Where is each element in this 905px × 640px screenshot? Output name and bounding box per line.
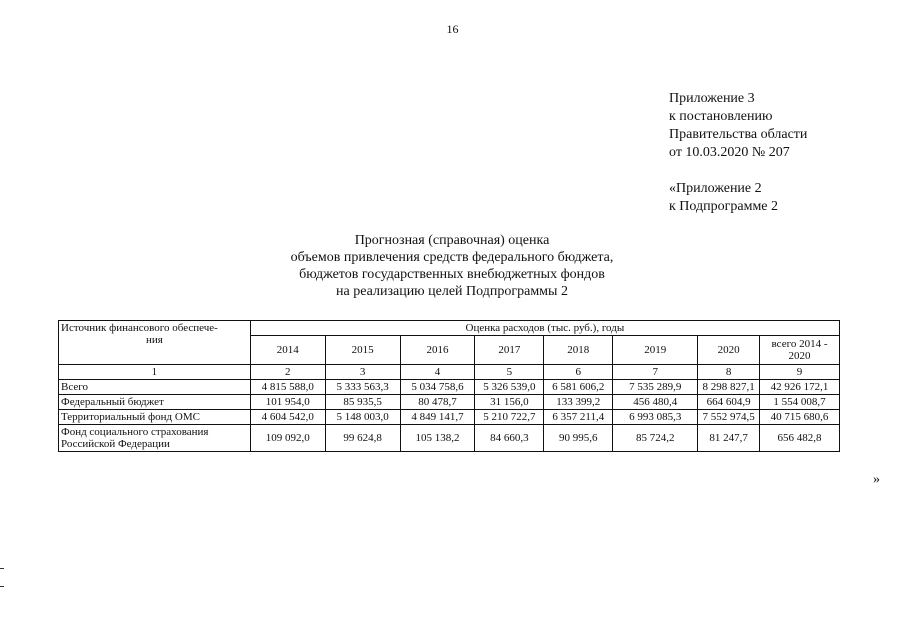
total-header-line: всего 2014 - xyxy=(771,338,828,350)
value-cell: 99 624,8 xyxy=(325,425,400,452)
column-number-cell: 6 xyxy=(544,365,613,380)
column-number-cell: 9 xyxy=(760,365,840,380)
value-cell: 6 993 085,3 xyxy=(613,410,698,425)
value-cell: 656 482,8 xyxy=(760,425,840,452)
row-name-cell: Федеральный бюджет xyxy=(59,395,251,410)
value-cell: 7 535 289,9 xyxy=(613,380,698,395)
appendix-line: Правительства области xyxy=(669,127,808,142)
value-cell: 456 480,4 xyxy=(613,395,698,410)
year-header-cell: 2017 xyxy=(475,336,544,365)
value-cell: 133 399,2 xyxy=(544,395,613,410)
year-header-cell: 2016 xyxy=(400,336,475,365)
appendix-line: Приложение 3 xyxy=(669,91,755,106)
column-number-cell: 2 xyxy=(250,365,325,380)
value-cell: 1 554 008,7 xyxy=(760,395,840,410)
appendix-sub-line: к Подпрограмме 2 xyxy=(669,199,779,214)
value-cell: 7 552 974,5 xyxy=(698,410,760,425)
title-line: Прогнозная (справочная) оценка xyxy=(354,233,550,248)
value-cell: 8 298 827,1 xyxy=(698,380,760,395)
value-cell: 42 926 172,1 xyxy=(760,380,840,395)
source-header-line: ния xyxy=(145,334,163,346)
document-title xyxy=(232,232,672,300)
appendix-header xyxy=(669,90,807,162)
source-header-cell xyxy=(59,321,251,365)
year-header-cell: 2014 xyxy=(250,336,325,365)
year-header-cell: 2020 xyxy=(698,336,760,365)
scan-edge-mark xyxy=(0,568,4,569)
value-cell: 31 156,0 xyxy=(475,395,544,410)
value-cell: 84 660,3 xyxy=(475,425,544,452)
year-header-cell: 2018 xyxy=(544,336,613,365)
value-cell: 101 954,0 xyxy=(250,395,325,410)
table-row xyxy=(59,395,840,410)
row-name-line: Российской Федерации xyxy=(61,438,170,450)
row-name-cell: Всего xyxy=(59,380,251,395)
value-cell: 4 849 141,7 xyxy=(400,410,475,425)
column-number-cell: 8 xyxy=(698,365,760,380)
appendix-sub-header xyxy=(669,180,778,216)
scan-edge-mark xyxy=(0,586,4,587)
value-cell: 109 092,0 xyxy=(250,425,325,452)
value-cell: 5 148 003,0 xyxy=(325,410,400,425)
value-cell: 81 247,7 xyxy=(698,425,760,452)
financing-table xyxy=(58,320,840,452)
title-line: на реализацию целей Подпрограммы 2 xyxy=(336,284,568,299)
table-header-row xyxy=(59,321,840,336)
column-number-cell: 1 xyxy=(59,365,251,380)
table-row xyxy=(59,380,840,395)
page-number: 16 xyxy=(446,22,459,36)
row-name-cell xyxy=(59,425,251,452)
value-cell: 5 034 758,6 xyxy=(400,380,475,395)
row-name-line: Фонд социального страхования xyxy=(61,426,209,438)
value-cell: 6 357 211,4 xyxy=(544,410,613,425)
year-header-cell: 2015 xyxy=(325,336,400,365)
title-line: объемов привлечения средств федерального бюджета, xyxy=(290,250,614,265)
value-cell: 90 995,6 xyxy=(544,425,613,452)
value-cell: 5 210 722,7 xyxy=(475,410,544,425)
column-number-cell: 4 xyxy=(400,365,475,380)
value-cell: 105 138,2 xyxy=(400,425,475,452)
value-cell: 85 724,2 xyxy=(613,425,698,452)
column-number-cell: 5 xyxy=(475,365,544,380)
table-row xyxy=(59,425,840,452)
year-header-cell: 2019 xyxy=(613,336,698,365)
title-line: бюджетов государственных внебюджетных фондов xyxy=(299,267,605,282)
value-cell: 6 581 606,2 xyxy=(544,380,613,395)
column-number-cell: 7 xyxy=(613,365,698,380)
column-number-cell: 3 xyxy=(325,365,400,380)
table-row xyxy=(59,410,840,425)
total-header-cell xyxy=(760,336,840,365)
value-cell: 5 326 539,0 xyxy=(475,380,544,395)
appendix-line: от 10.03.2020 № 207 xyxy=(669,145,790,160)
appendix-line: к постановлению xyxy=(669,109,773,124)
value-cell: 4 604 542,0 xyxy=(250,410,325,425)
value-cell: 40 715 680,6 xyxy=(760,410,840,425)
closing-quote: » xyxy=(873,472,880,487)
value-cell: 85 935,5 xyxy=(325,395,400,410)
total-header-line: 2020 xyxy=(788,350,811,362)
value-cell: 664 604,9 xyxy=(698,395,760,410)
value-cell: 80 478,7 xyxy=(400,395,475,410)
row-name-cell: Территориальный фонд ОМС xyxy=(59,410,251,425)
value-cell: 5 333 563,3 xyxy=(325,380,400,395)
estimate-header-cell: Оценка расходов (тыс. руб.), годы xyxy=(250,321,839,336)
value-cell: 4 815 588,0 xyxy=(250,380,325,395)
source-header-line: Источник финансового обеспече- xyxy=(61,322,218,334)
column-number-row xyxy=(59,365,840,380)
appendix-sub-line: «Приложение 2 xyxy=(669,181,762,196)
